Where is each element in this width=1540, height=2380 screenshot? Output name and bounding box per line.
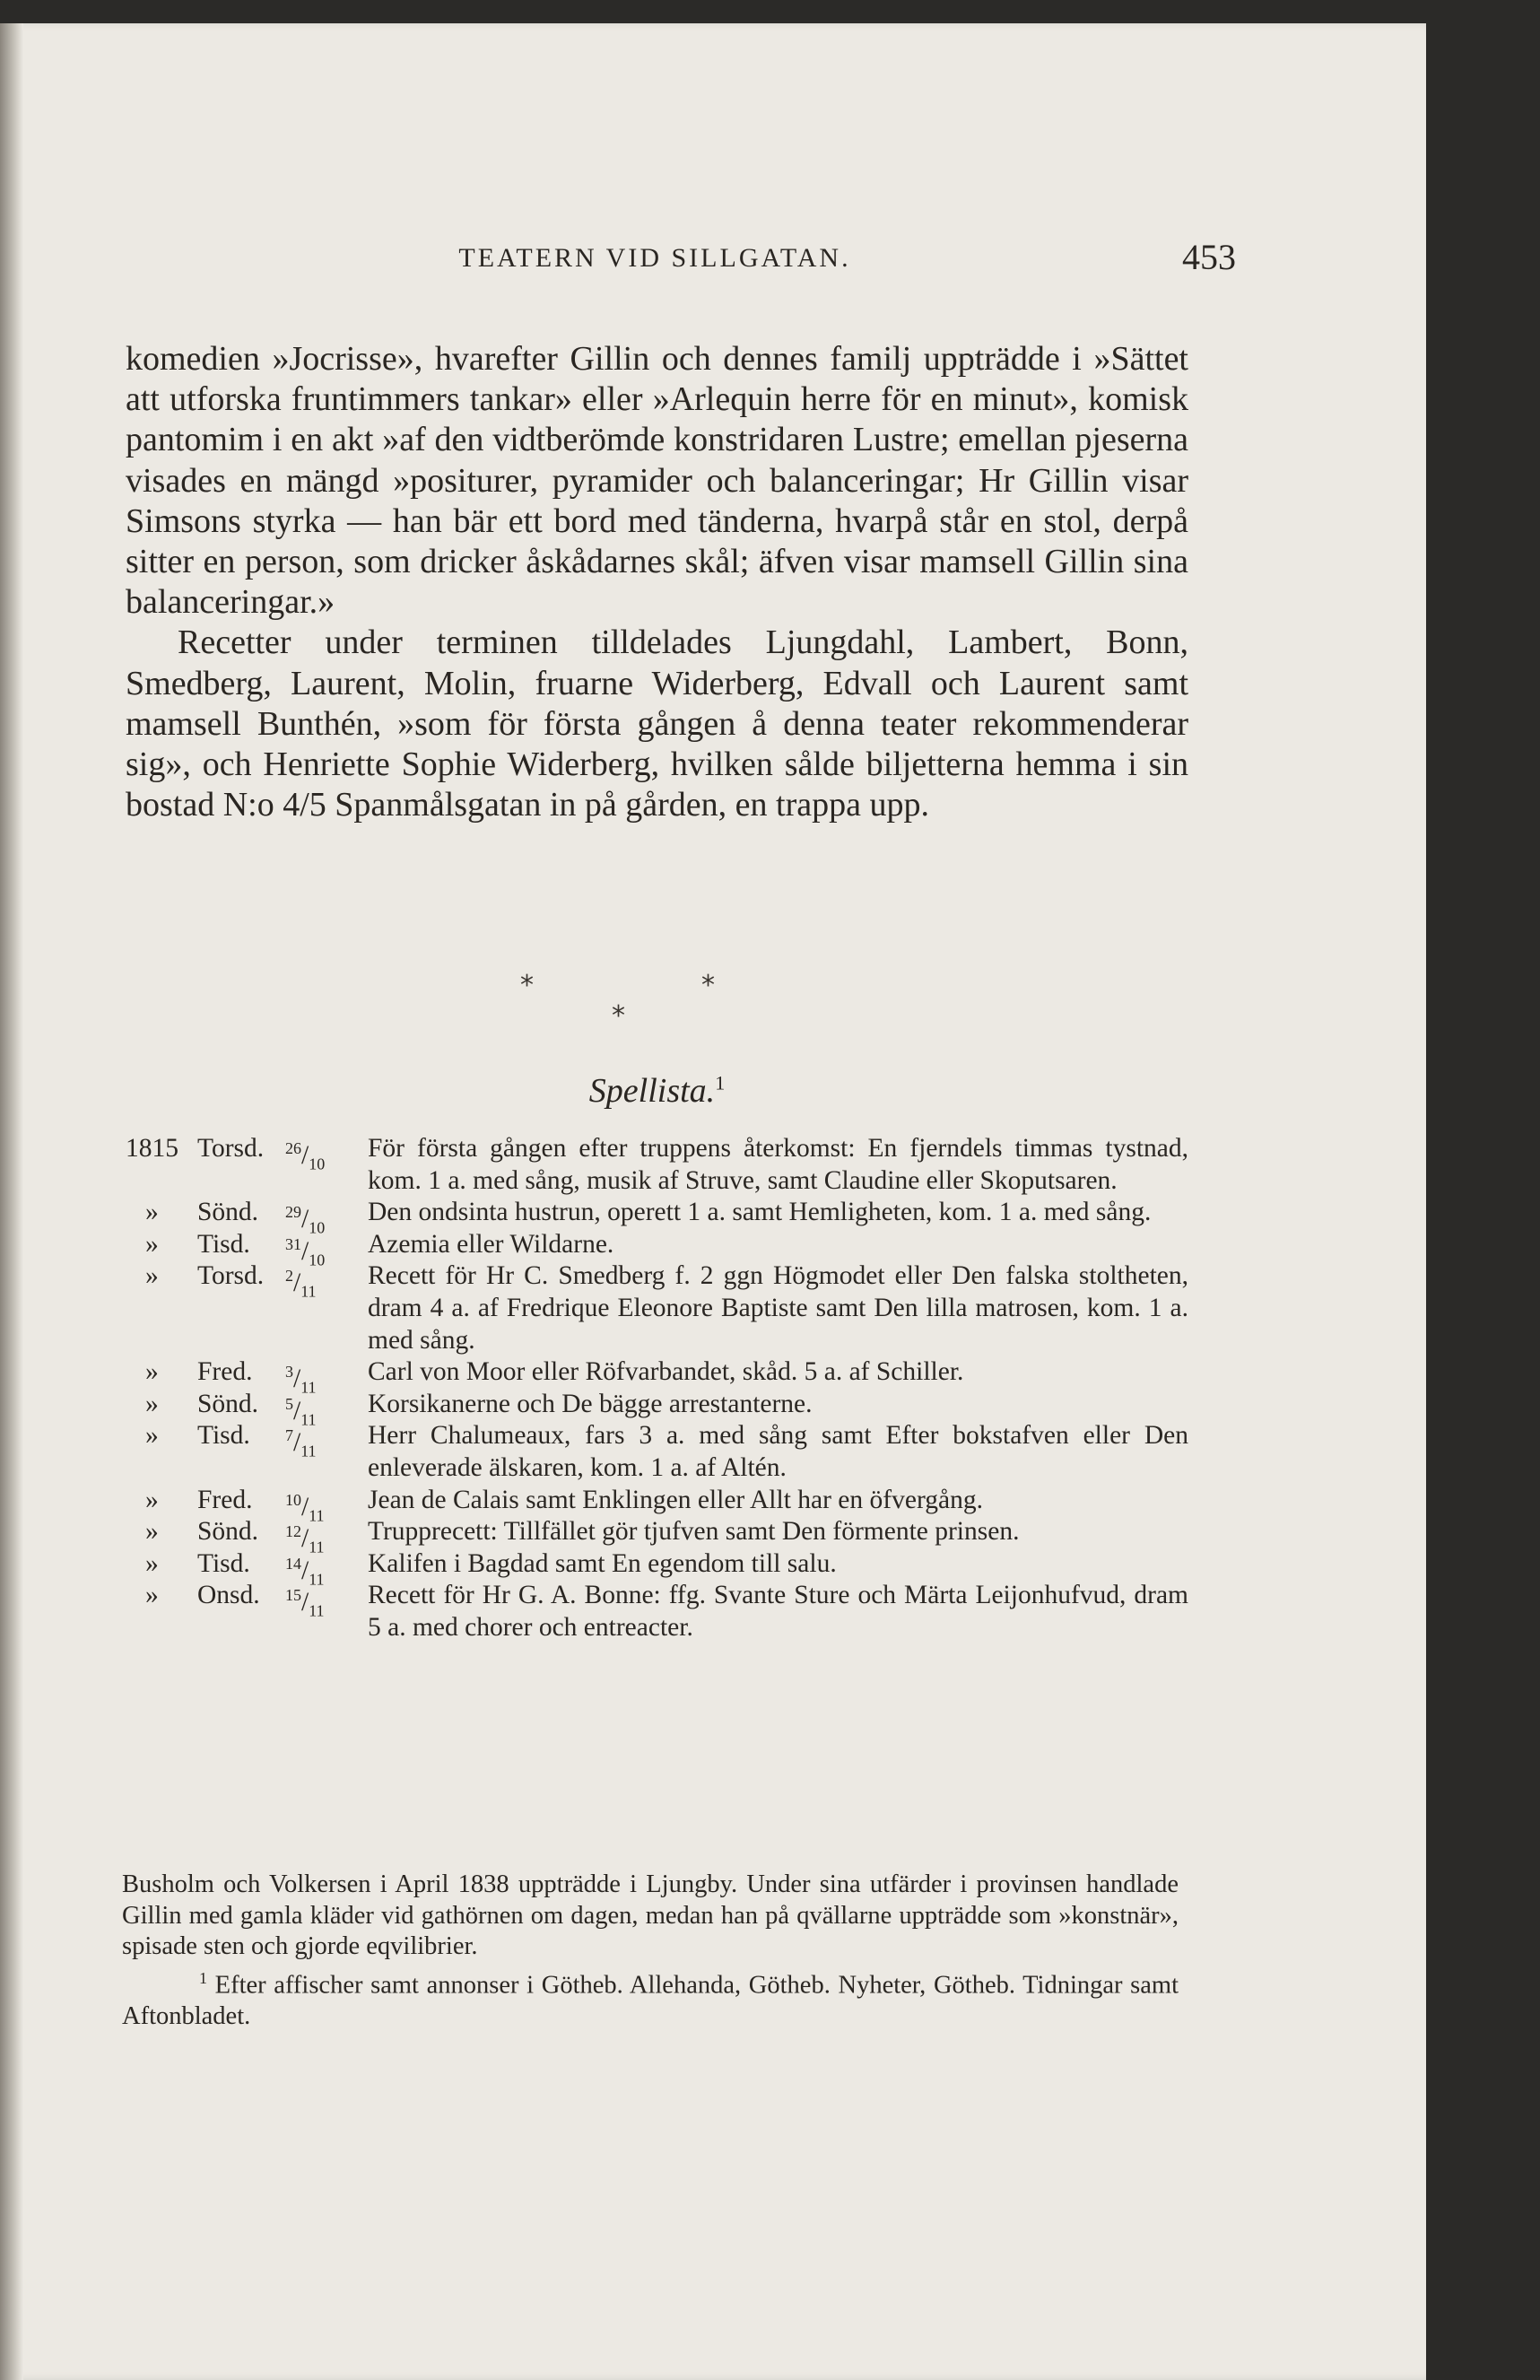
entry-date-day: 26 <box>285 1139 301 1157</box>
section-title <box>126 1071 1188 1111</box>
playlist-entry <box>126 1548 1188 1589</box>
entry-date-month: 10 <box>309 1218 326 1237</box>
entry-description: Den ondsinta hustrun, operett 1 a. samt Hemligheten, kom. 1 a. med sång. <box>368 1198 1152 1227</box>
footnotes <box>122 1870 1179 2032</box>
entry-description: Trupprecett: Tillfället gör tjufven samt Den förmente prinsen. <box>368 1517 1020 1547</box>
playlist-entry <box>126 1420 1188 1484</box>
entry-day: Torsd. <box>197 1134 265 1163</box>
playlist-entry <box>126 1229 1188 1269</box>
asterisk-icon: * <box>612 1000 625 1032</box>
ditto-mark: » <box>145 1421 159 1451</box>
entry-date-month: 11 <box>300 1378 317 1397</box>
playlist-entry <box>126 1580 1188 1643</box>
ditto-mark: » <box>145 1548 159 1578</box>
entry-date-day: 2 <box>285 1267 293 1286</box>
entry-description: Azemia eller Wildarne. <box>368 1229 614 1259</box>
ditto-mark: » <box>145 1198 159 1227</box>
section-title-text: Spellista. <box>588 1072 716 1110</box>
playlist-entry <box>126 1260 1188 1356</box>
playlist-entry <box>126 1197 1188 1237</box>
entry-date: $^{15}/_{11}$ <box>285 1586 325 1621</box>
footnote-text: Efter affischer samt annonser i Götheb. Allehanda, Götheb. Nyheter, Götheb. Tidningar samt Aftonbladet. <box>122 1971 1179 2030</box>
entry-date-day: 29 <box>285 1203 301 1222</box>
page-header <box>117 237 1236 297</box>
entry-description: Recett för Hr C. Smedberg f. 2 ggn Högmodet eller Den falska stoltheten, dram 4 a. af Fredrique Eleonore Baptiste samt Den lilla matrosen, kom. 1 a. med sång. <box>368 1261 1188 1355</box>
entry-date-month: 11 <box>300 1410 317 1429</box>
entry-day: Torsd. <box>197 1261 265 1291</box>
entry-date: $^{14}/_{11}$ <box>285 1554 325 1589</box>
paragraph: Recetter under terminen tilldelades Ljungdahl, Lambert, Bonn, Smedberg, Laurent, Molin, fruarne Widerberg, Edvall och Laurent samt mamsell Bunthén, »som för första gången å denna teater rekommenderar sig», och Henriette Sophie Widerberg, hvilken sålde biljetterna hemma i sin bostad N:o 4/5 Spanmålsgatan in på gården, en trappa upp. <box>126 623 1188 824</box>
entry-date-day: 7 <box>285 1426 293 1445</box>
entry-day: Sönd. <box>197 1389 259 1418</box>
entry-date: $^2/_{11}$ <box>285 1267 317 1302</box>
playlist-entry <box>126 1133 1188 1197</box>
entry-date-month: 11 <box>309 1570 325 1589</box>
entry-date-day: 12 <box>285 1522 301 1541</box>
entry-day: Tisd. <box>197 1548 250 1578</box>
page-number: 453 <box>1182 237 1236 277</box>
asterism <box>502 970 789 1051</box>
entry-date: $^{10}/_{11}$ <box>285 1490 325 1525</box>
entry-date: $^3/_{11}$ <box>285 1363 317 1397</box>
entry-day: Fred. <box>197 1357 253 1387</box>
entry-day: Tisd. <box>197 1421 250 1451</box>
paragraph: komedien »Jocrisse», hvarefter Gillin och dennes familj uppträdde i »Sättet att utforska fruntimmers tankar» eller »Arlequin herre för en minut», komisk pantomim i en akt »af den vidtberömde konstridaren Lustre; emellan pjeserna visades en mängd »positurer, pyramider och balanceringar; Hr Gillin visar Simsons styrka — han bär ett bord med tänderna, hvarpå står en stol, derpå sitter en person, som dricker åskådarnes skål; äfven visar mamsell Gillin sina balanceringar.» <box>126 340 1188 622</box>
ditto-mark: » <box>145 1581 159 1610</box>
playlist <box>126 1133 1188 1644</box>
playlist-entry <box>126 1389 1188 1429</box>
entry-description: Kalifen i Bagdad samt En egendom till salu. <box>368 1548 837 1578</box>
playlist-entry <box>126 1516 1188 1556</box>
entry-description: Herr Chalumeaux, fars 3 a. med sång samt Efter bokstafven eller Den enleverade älskaren, kom. 1 a. af Altén. <box>368 1421 1188 1482</box>
playlist-entry <box>126 1485 1188 1525</box>
entry-description: Recett för Hr G. A. Bonne: ffg. Svante Sture och Märta Leijonhufvud, dram 5 a. med chorer och entreacter. <box>368 1581 1188 1642</box>
entry-date-month: 11 <box>300 1443 317 1461</box>
entry-date: $^{26}/_{10}$ <box>285 1139 326 1173</box>
entry-description: Jean de Calais samt Enklingen eller Allt har en öfvergång. <box>368 1485 983 1514</box>
entry-day: Sönd. <box>197 1198 259 1227</box>
entry-date-month: 10 <box>309 1155 326 1173</box>
entry-date-day: 31 <box>285 1234 301 1253</box>
entry-day: Sönd. <box>197 1517 259 1547</box>
ditto-mark: » <box>145 1389 159 1418</box>
ditto-mark: » <box>145 1229 159 1259</box>
entry-description: Carl von Moor eller Röfvarbandet, skåd. 5 a. af Schiller. <box>368 1357 964 1387</box>
entry-date-month: 11 <box>300 1283 317 1302</box>
ditto-mark: » <box>145 1485 159 1514</box>
footnote-1 <box>122 1963 1179 2033</box>
ditto-mark: » <box>145 1517 159 1547</box>
entry-description: För första gången efter truppens återkomst: En fjerndels timmas tystnad, kom. 1 a. med sång, musik af Struve, samt Claudine eller Skoputsaren. <box>368 1134 1188 1195</box>
asterisk-icon: * <box>701 970 715 1001</box>
entry-year: 1815 <box>126 1134 178 1163</box>
asterisk-icon: * <box>520 970 534 1001</box>
body-text <box>126 339 1188 825</box>
entry-date-day: 5 <box>285 1394 293 1413</box>
entry-day: Tisd. <box>197 1229 250 1259</box>
entry-date: $^{29}/_{10}$ <box>285 1203 326 1237</box>
entry-date: $^{12}/_{11}$ <box>285 1522 325 1556</box>
entry-date-month: 11 <box>309 1538 325 1556</box>
running-title: TEATERN VID SILLGATAN. <box>458 243 851 273</box>
page-binding-edge <box>0 23 23 2380</box>
entry-date-day: 3 <box>285 1363 293 1382</box>
entry-date-day: 15 <box>285 1586 301 1605</box>
entry-day: Fred. <box>197 1485 253 1514</box>
entry-date-day: 14 <box>285 1554 301 1573</box>
entry-date: $^{31}/_{10}$ <box>285 1234 326 1269</box>
entry-date-day: 10 <box>285 1490 301 1509</box>
footnote-continuation: Busholm och Volkersen i April 1838 uppträdde i Ljungby. Under sina utfärder i provinsen handlade Gillin med gamla kläder vid gathörnen om dagen, medan han på qvällarne uppträdde som »konstnär», spisade sten och gjorde eqvilibrier. <box>122 1870 1179 1960</box>
entry-day: Onsd. <box>197 1581 260 1610</box>
entry-date-month: 11 <box>309 1506 325 1525</box>
footnote-marker: 1 <box>199 1968 207 1987</box>
playlist-entry <box>126 1356 1188 1397</box>
ditto-mark: » <box>145 1261 159 1291</box>
ditto-mark: » <box>145 1357 159 1387</box>
entry-description: Korsikanerne och De bägge arrestanterne. <box>368 1389 813 1418</box>
entry-date: $^7/_{11}$ <box>285 1426 317 1461</box>
entry-date-month: 11 <box>309 1602 325 1621</box>
entry-date-month: 10 <box>309 1251 326 1269</box>
footnote-ref: 1 <box>715 1071 726 1094</box>
entry-date: $^5/_{11}$ <box>285 1394 317 1429</box>
book-page <box>0 23 1426 2380</box>
